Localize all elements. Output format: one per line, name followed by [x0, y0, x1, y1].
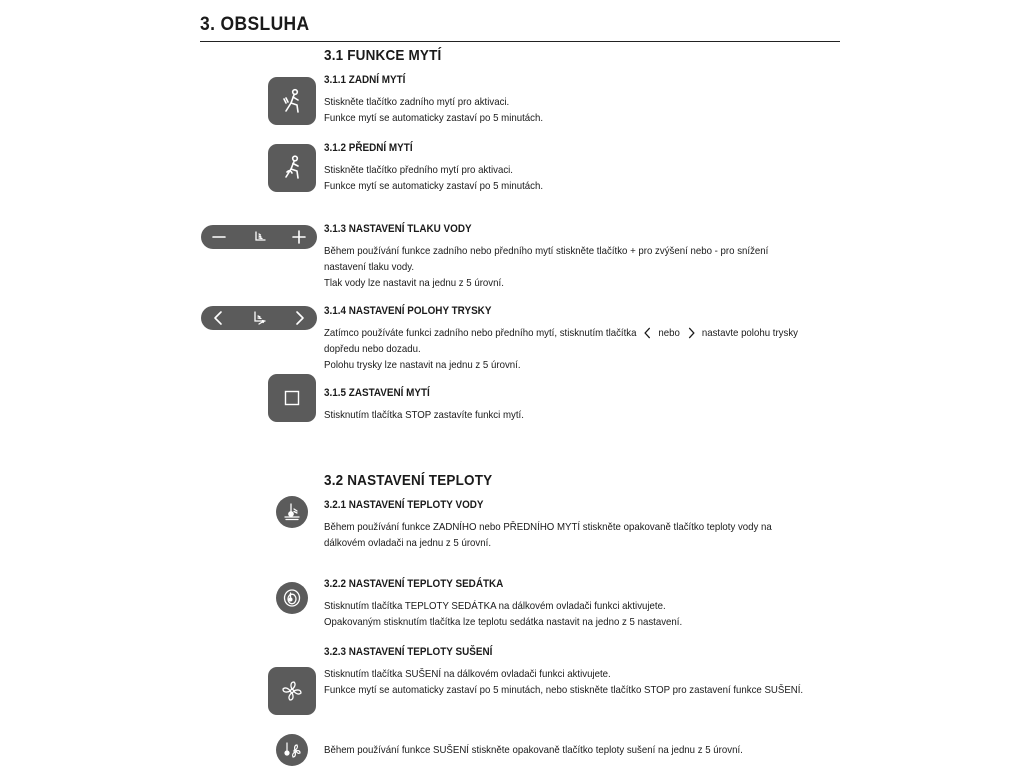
rear-wash-button[interactable]	[268, 77, 316, 125]
wash-section-title: 3.1 FUNKCE MYTÍ	[324, 47, 442, 64]
front-wash-description	[324, 162, 848, 194]
nozzle-position-line-2: dopředu nebo dozadu.	[324, 343, 421, 355]
dry-temperature-button[interactable]	[276, 734, 308, 766]
seat-temperature-line-1: Stisknutím tlačítka TEPLOTY SEDÁTKA na dálkovém ovladači funkci aktivujete.	[324, 600, 666, 612]
stop-button[interactable]	[268, 374, 316, 422]
pressure-line-3: Tlak vody lze nastavit na jednu z 5 úrovní.	[324, 277, 504, 289]
seat-temperature-icon	[281, 587, 303, 609]
front-wash-title: 3.1.2 PŘEDNÍ MYTÍ	[324, 142, 413, 154]
rear-wash-icon	[277, 86, 307, 116]
stop-description	[324, 407, 848, 423]
seat-temperature-line-2: Opakovaným stisknutím tlačítka lze teplotu sedátka nastavit na jedno z 5 nastavení.	[324, 616, 683, 628]
front-wash-line-2: Funkce mytí se automaticky zastaví po 5 minutách.	[324, 180, 544, 192]
nozzle-line-1-end: nastavte polohu trysky	[701, 327, 798, 339]
dry-line-3: Během používání funkce SUŠENÍ stiskněte opakovaně tlačítko teploty sušení na jednu z 5 úrovní.	[324, 744, 743, 756]
rear-wash-title: 3.1.1 ZADNÍ MYTÍ	[324, 74, 406, 86]
dry-temperature-icon	[281, 739, 303, 761]
dry-temperature-description	[324, 742, 848, 758]
rear-wash-line-1: Stiskněte tlačítko zadního mytí pro aktivaci.	[324, 96, 510, 108]
dry-button[interactable]	[268, 667, 316, 715]
water-temperature-description	[324, 519, 848, 551]
pressure-line-1: Během používání funkce zadního nebo předního mytí stiskněte tlačítko + pro zvýšení nebo - pro snížení	[324, 245, 769, 257]
seat-temperature-title: 3.2.2 NASTAVENÍ TEPLOTY SEDÁTKA	[324, 578, 504, 590]
nozzle-position-title: 3.1.4 NASTAVENÍ POLOHY TRYSKY	[324, 305, 492, 317]
minus-icon[interactable]	[210, 228, 228, 246]
nozzle-position-description	[324, 325, 848, 373]
rear-wash-line-2: Funkce mytí se automaticky zastaví po 5 minutách.	[324, 112, 544, 124]
pressure-control	[201, 225, 317, 249]
nozzle-line-1-start: Zatímco používáte funkci zadního nebo předního mytí, stisknutím tlačítka	[324, 327, 637, 339]
pressure-title: 3.1.3 NASTAVENÍ TLAKU VODY	[324, 223, 472, 235]
nozzle-position-line-1	[324, 325, 848, 341]
seat-temperature-description	[324, 598, 848, 630]
seat-temperature-button[interactable]	[276, 582, 308, 614]
nozzle-position-icon	[250, 309, 268, 327]
dry-line-1: Stisknutím tlačítka SUŠENÍ na dálkovém ovladači funkci aktivujete.	[324, 668, 611, 680]
temperature-section-title: 3.2 NASTAVENÍ TEPLOTY	[324, 472, 493, 489]
chevron-left-icon	[643, 327, 652, 339]
water-temperature-title: 3.2.1 NASTAVENÍ TEPLOTY VODY	[324, 499, 484, 511]
front-wash-button[interactable]	[268, 144, 316, 192]
water-temperature-line-2: dálkovém ovladači na jednu z 5 úrovní.	[324, 537, 492, 549]
rear-wash-description	[324, 94, 848, 126]
title-divider	[200, 41, 840, 42]
front-wash-line-1: Stiskněte tlačítko předního mytí pro aktivaci.	[324, 164, 514, 176]
stop-line-1: Stisknutím tlačítka STOP zastavíte funkci mytí.	[324, 409, 524, 421]
chevron-left-icon[interactable]	[210, 309, 228, 327]
section-title: 3. OBSLUHA	[200, 14, 310, 35]
stop-icon	[277, 383, 307, 413]
stop-title: 3.1.5 ZASTAVENÍ MYTÍ	[324, 387, 430, 399]
nozzle-line-1-or: nebo	[658, 327, 680, 339]
chevron-right-icon[interactable]	[290, 309, 308, 327]
dry-line-2: Funkce mytí se automaticky zastaví po 5 minutách, nebo stiskněte tlačítko STOP pro zastavení funkce SUŠENÍ.	[324, 684, 804, 696]
dry-description	[324, 666, 848, 698]
nozzle-position-line-3: Polohu trysky lze nastavit na jednu z 5 úrovní.	[324, 359, 521, 371]
water-pressure-icon	[250, 228, 268, 246]
front-wash-icon	[277, 153, 307, 183]
water-temperature-line-1: Během používání funkce ZADNÍHO nebo PŘEDNÍHO MYTÍ stiskněte opakovaně tlačítko teploty vody na	[324, 521, 772, 533]
plus-icon[interactable]	[290, 228, 308, 246]
pressure-line-2: nastavení tlaku vody.	[324, 261, 415, 273]
water-temperature-icon	[281, 501, 303, 523]
water-temperature-button[interactable]	[276, 496, 308, 528]
dry-temperature-title: 3.2.3 NASTAVENÍ TEPLOTY SUŠENÍ	[324, 646, 493, 658]
chevron-right-icon	[686, 327, 695, 339]
fan-icon	[277, 676, 307, 706]
nozzle-position-control	[201, 306, 317, 330]
pressure-description	[324, 243, 848, 291]
